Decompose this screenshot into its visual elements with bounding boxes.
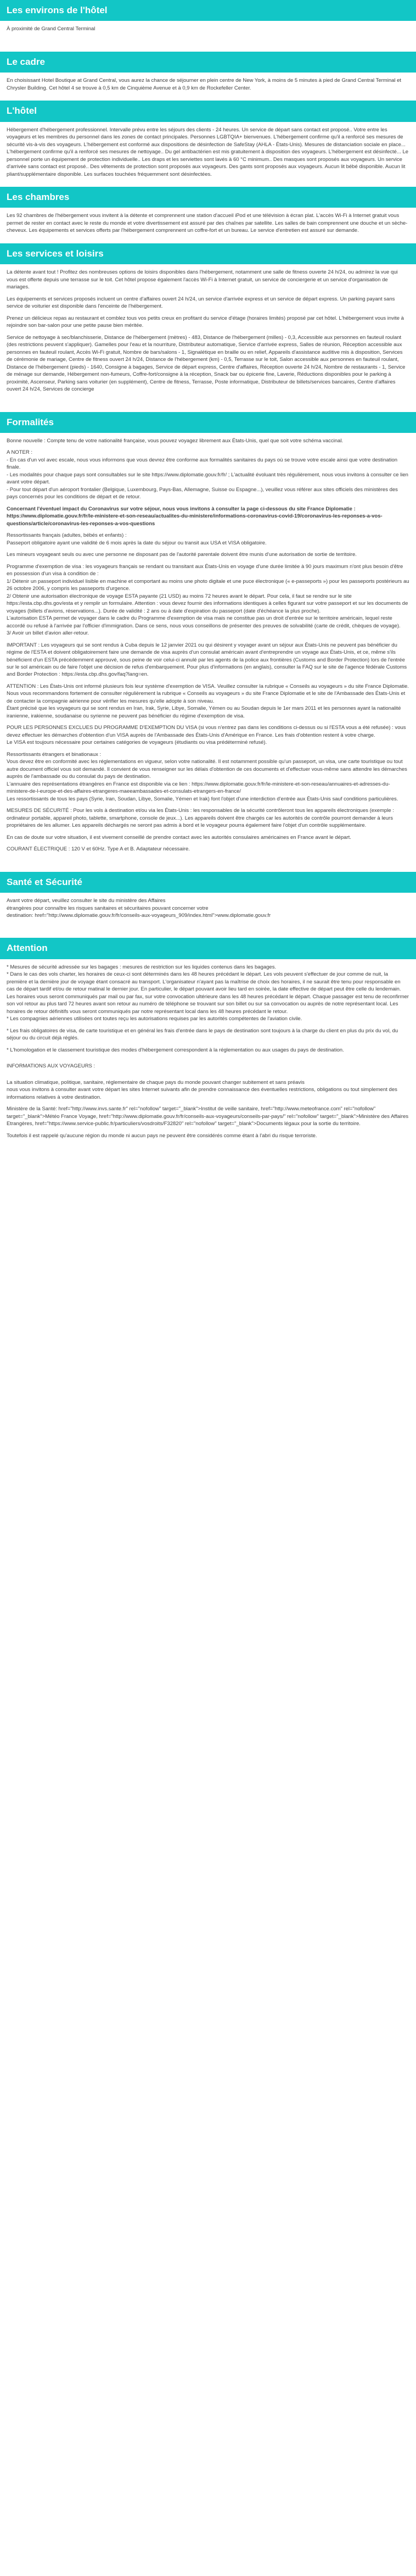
paragraph: En choisissant Hotel Boutique at Grand Central, vous aurez la chance de séjourner en plein centre de New York, à moins de 5 minutes à pied de Grand Central Terminal et Chrysler Building. Cet hôtel 4 se trouve à 0,5 km de Cinquième Avenue et à 0,9 km de Rockefeller Center. <box>7 77 403 91</box>
paragraph: Prenez un délicieux repas au restaurant et comblez tous vos petits creux en profitant du service d'étage (horaires limités) proposé par cet hôtel. L'hébergement vous invite à rejoindre son bar-salon pour une petite pause bien méritée. <box>7 315 406 329</box>
section-title: Formalités <box>0 412 416 433</box>
paragraph: Service de nettoyage à sec/blanchisserie, Distance de l'hébergement (mètres) - 483, Distance de l'hébergement (milles) - 0,3, Accessible aux personnes en fauteuil roulant (des restrictions peuvent s'appliquer). Gamelles pour l'eau et la nourriture, Distributeur automatique, Service d'arrivée express, Salles de réunion, Réception accessible aux personnes en fauteuil roulant, Accès Wi-Fi gratuit, Nombre de bars/salons - 1, Signalétique en braille ou en relief, Appareils d'assistance auditive mis à disposition, Services de cérémonie de mariage, Centre de fitness ouvert 24 h/24, Distance de l'hébergement (km) - 0,5, Terrasse sur le toit, Salon accessible aux personnes en fauteuil roulant, Distance de l'hébergement (pieds) - 1640, Consigne à bagages, Service de départ express, Centre d'affaires, Réception ouverte 24 h/24, Nombre de restaurants - 1, Service de ménage sur demande, Hébergement non-fumeurs, Coffre-fort/consigne à la réception, Snack bar ou épicerie fine, Laverie, Réductions disponibles pour le parking à proximité, Ascenseur, Parking sans voiturier (en supplément), Centre de fitness, Terrasse, Poste informatique, Distributeur de billets/services bancaires, Centre d'affaires ouvert 24 h/24, Services de concierge <box>7 334 407 393</box>
paragraph: IMPORTANT : Les voyageurs qui se sont rendus à Cuba depuis le 12 janvier 2021 ou qui désirent y voyager avant un séjour aux États-Unis ne peuvent pas bénéficier du régime de l'ESTA et doivent obligatoirement faire une demande de visa auprès d'un consulat américain avant d'entreprendre un voyage aux États-Unis, et ce, même s'ils bénéficient d'un ESTA précédemment approuvé, sous peine de voir celui-ci annulé par les agents de la police aux frontières (Customs and Border Protection) lors de l'entrée sur le sol américain ou de faire l'objet une décision de refus d'embarquement. Pour plus d'informations (en anglais), consulter la FAQ sur le site de l'agence fédérale Customs and Border Protection : https://esta.cbp.dhs.gov/faq?lang=en. <box>7 642 408 678</box>
paragraph: À proximité de Grand Central Terminal <box>7 26 95 32</box>
paragraph-coronavirus: Concernant l'éventuel impact du Coronavirus sur votre séjour, nous vous invitons à consulter la page ci-dessous du site France Diplomatie : https://www.diplomatie.gouv.fr/fr/le-ministere-et-son-reseau/actualites-du-ministere/informations-coronavirus-covid-19/coronavirus-les-reponses-a-vos-questions/article/coronavirus-les-reponses-a-vos-questions <box>7 505 383 527</box>
paragraph: Bonne nouvelle : Compte tenu de votre nationalité française, vous pouvez voyagez librement aux États-Unis, quel que soit votre schéma vaccinal. <box>7 437 344 444</box>
paragraph: Les mineurs voyageant seuls ou avec une personne ne disposant pas de l'autorité parentale doivent être munis d'une autorisation de sortie de territoire. <box>7 552 357 558</box>
paragraph: Les équipements et services proposés incluent un centre d'affaires ouvert 24 h/24, un service d'arrivée express et un service de départ express. Un parking payant sans service de voiturier est disponible dans l'enceinte de l'hébergement. <box>7 296 397 310</box>
paragraph: COURANT ÉLECTRIQUE : 120 V et 60Hz. Type A et B. Adaptateur nécessaire. <box>7 846 190 853</box>
section-formalites <box>0 412 416 853</box>
section-attention <box>0 938 416 1139</box>
paragraph-ressortissants-francais: Ressortissants français (adultes, bébés et enfants) : Passeport obligatoire ayant une validité de 6 mois après la date du séjour ou transit aux USA et VISA obligatoire. <box>7 532 267 546</box>
section-hotel <box>0 101 416 178</box>
section-services-loisirs <box>0 243 416 393</box>
section-environs <box>0 0 416 33</box>
paragraph: La situation climatique, politique, sanitaire, réglementaire de chaque pays du monde pouvant changer subitement et sans préavis nous vous invitons à consulter avant votre départ les sites Internet suivants afin de prendre connaissance des éventuelles restrictions, obligations ou tout simplement des informations relatives à votre destination. <box>7 1079 397 1100</box>
page <box>0 0 416 1159</box>
paragraph: MESURES DE SÉCURITÉ : Pour les vols à destination et/ou via les États-Unis : les responsables de la sécurité contrôleront tous les appareils électroniques (exemple : ordinateur portable, appareil photo, tablette, smartphone, console de jeux...). Les appareils doivent être chargés car les autorités de contrôle pourront demander à leurs propriétaires de les allumer. Les appareils déchargés ne seront pas admis à bord et le voyageur pourra également faire l'objet d'un contrôle supplémentaire. <box>7 808 396 829</box>
section-title: L'hôtel <box>0 101 416 121</box>
paragraph: POUR LES PERSONNES EXCLUES DU PROGRAMME D'EXEMPTION DU VISA (si vous n'entrez pas dans les conditions ci-dessus ou si l'ESTA vous a été refusée) : vous devez effectuer les démarches d'obtention d'un VISA auprès de l'Ambassade des États-Unis d'Amérique en France. Les frais d'obtention restent à votre charge. Le VISA est toujours nécessaire pour certaines catégories de voyageurs (étudiants ou visa prédéterminé refusé). <box>7 725 406 746</box>
section-cadre <box>0 52 416 92</box>
paragraph: * Les frais obligatoires de visa, de carte touristique et en général les frais d'entrée dans le pays de destination sont toujours à la charge du client en plus du prix du vol, du séjour ou du circuit déjà réglés. <box>7 1027 400 1042</box>
paragraph: Les 92 chambres de l'hébergement vous invitent à la détente et comprennent une station d'accueil iPod et une télévision à écran plat. L'accès Wi-Fi à Internet gratuit vous permet de rester en contact avec le reste du monde et votre divertissement est assuré par des chaînes par satellite. Les salles de bain comprennent une douche et un sèche-cheveux. Les équipements et services offerts par l'hébergement comprennent un coffre-fort et un bureau. Le service d'entretien est assuré sur demande. <box>7 213 408 234</box>
paragraph: ATTENTION : Les États-Unis ont informé plusieurs fois leur système d'exemption de VISA. Veuillez consulter la rubrique « Conseils au voyageurs » du site France Diplomatie. Nous vous recommandons fortement de consulter régulièrement la rubrique « Conseils au voyageurs » du site France Diplomatie et le site de l'Ambassade des États-Unis et de contacter la compagnie aérienne pour vérifier les mesures qu'elle adopte à son niveau. Étant précisé que les voyageurs qui se sont rendus en Iran, Irak, Syrie, Libye, Somalie, Yémen ou au Soudan depuis le 1er mars 2011 et les personnes ayant la nationalité iranienne, irakienne, soudanaise ou syrienne ne peuvent pas bénéficier du régime d'exemption de visa. <box>7 683 409 719</box>
paragraph-ressortissants-etrangers: Ressortissants étrangers et binationaux : Vous devez être en conformité avec les réglementations en vigueur, selon votre nationalité. Il est notamment possible qu'un passeport, un visa, une carte touristique ou tout autre document officiel vous soit demandé. Il convient de vous renseigner sur les délais d'obtention de ces documents et d'effectuer vous-même sans attendre les démarches auprès de l'ambassade ou du consulat du pays de destination. L'annuaire des représentations étrangères en France est disponible via ce lien : https://www.diplomatie.gouv.fr/fr/le-ministere-et-son-reseau/annuaires-et-adresses-du-ministere-de-l-europe-et-des-affaires-etrangeres-maeeambassades-et-consulats-etrangers-en-france/ Les ressortissants de tous les pays (Syrie, Iran, Soudan, Libye, Somalie, Yémen et Irak) font l'objet d'une interdiction d'entrée aux États-Unis sauf conditions particulières. <box>7 751 407 802</box>
paragraph: Hébergement d'hébergement professionnel. Intervalle prévu entre les séjours des clients - 24 heures. Un service de départ sans contact est proposé.. Votre entre les voyageurs et les membres du personnel dans les zones de contact principales. Personnes LGBTQIA+ bienvenues. L'hébergement confirme qu'il a renforcé ses mesures de sécurité vis-à-vis des voyageurs. L'hébergement est conformé aux dispositions de désinfection de SafeStay (AHLA - États-Unis). Mesures de distanciation sociale en place... L'hébergement confirme qu'il a renforcé ses mesures de nettoyage.. Du gel antibactérien est mis gratuitement à disposition des voyageurs. L'hébergement est désinfecté... Le personnel porte un équipement de protection individuelle.. Les draps et les serviettes sont lavés à 60 °C minimum.. Des masques sont proposés aux voyageurs. Un service d'arrivée sans contact est proposé.. Des vêtements de protection sont proposés aux voyageurs. Des gants sont proposés aux voyageurs. Aucun lit bébé disponible. Aucun lit pliant/supplémentaire disponible. Les surfaces touchées fréquemment sont désinfectées. <box>7 126 410 177</box>
section-title: Les environs de l'hôtel <box>0 0 416 21</box>
section-sante-securite <box>0 872 416 920</box>
section-title: Attention <box>0 938 416 959</box>
paragraph: Avant votre départ, veuillez consulter le site du ministère des Affaires étrangères pour connaître les risques sanitaires et sécuritaires pouvant concerner votre destination: href="http://www.diplomatie.gouv.fr/fr/conseils-aux-voyageurs_909/index.html">www.diplomatie.gouv.fr <box>7 898 271 919</box>
section-title: Le cadre <box>0 52 416 73</box>
section-title: Les chambres <box>0 187 416 208</box>
paragraph: Toutefois il est rappelé qu'aucune région du monde ni aucun pays ne peuvent être considérés comme étant à l'abri du risque terroriste. <box>7 1132 317 1139</box>
paragraph: * L'homologation et le classement touristique des modes d'hébergement correspondent à la réglementation ou aux usages du pays de destination. <box>7 1047 344 1053</box>
section-title: Les services et loisirs <box>0 243 416 264</box>
section-title: Santé et Sécurité <box>0 872 416 893</box>
section-chambres <box>0 187 416 235</box>
paragraph: La détente avant tout ! Profitez des nombreuses options de loisirs disponibles dans l'hébergement, notamment une salle de fitness ouverte 24 h/24, ou admirez la vue qui vous est offerte depuis une terrasse sur le toit. Cet hôtel propose également l'accès Wi-Fi à Internet gratuit, un service de conciergerie et un service d'organisation de mariages. <box>7 269 400 291</box>
paragraph: * Mesures de sécurité adressée sur les bagages : mesures de restriction sur les liquides contenus dans les bagages. * Dans le cas des vols charter, les horaires de ceux-ci sont déterminés dans les 48 heures précédant le départ. Les vols peuvent s'effectuer de jour comme de nuit, la première et la dernière jour de voyage étant consacré au transport. L'organisateur n'ayant pas la maîtrise de choix des horaires, il ne saurait être tenu pour responsable en cas de départ tardif et/ou de retour matinal le dernier jour. En particulier, le départ pouvant avoir lieu tard en soirée, la date effective de départ peut être celle du lendemain. Les horaires vous seront communiqués par mail ou par fax, sur votre convocation ultérieure dans les 48 heures précédant le départ. Chaque passager est tenu de reconfirmer son vol retour au plus tard 72 heures avant son retour au numéro de téléphone se trouvant sur son billet ou sur sa convocation ou auprès de notre représentant local. Les horaires de retour définitifs vous seront communiqués par notre représentant local dans les 48 heures précédant le retour. * Les compagnies aériennes utilisées ont toutes reçu les autorisations requises par les autorités compétentes de l'aviation civile. <box>7 964 409 1022</box>
paragraph: A NOTER : - En cas d'un vol avec escale, nous vous informons que vous devrez être conforme aux formalités sanitaires du pays où se trouve votre escale ainsi que votre destination finale. - Les modalités pour chaque pays sont consultables sur le site https://www.diplomatie.gouv.fr/fr/ ; L'actualité évoluant très régulièrement, nous vous invitons à consulter ce lien avant votre départ. - Pour tout départ d'un aéroport frontalier (Belgique, Luxembourg, Pays-Bas, Allemagne, Suisse ou Espagne...), veuillez vous référer aux sites officiels des ministères des pays concernés pour les conditions de départ et de retour. <box>7 449 408 500</box>
paragraph: En cas de doute sur votre situation, il est vivement conseillé de prendre contact avec les autorités consulaires américaines en France avant le départ. <box>7 834 351 841</box>
paragraph: Programme d'exemption de visa : les voyageurs français se rendant ou transitant aux États-Unis en voyage d'une durée limitée à 90 jours maximum n'ont plus besoin d'être en possession d'un visa à condition de : 1/ Détenir un passeport individuel lisible en machine et comportant au moins une photo digitale et une puce électronique (« e-passeports ») pour les passeports postérieurs au 26 octobre 2006, y compris les passeports d'urgence. 2/ Obtenir une autorisation électronique de voyage ESTA payante (21 USD) au moins 72 heures avant le départ. Pour cela, il faut se rendre sur le site https://esta.cbp.dhs.gov/esta et y remplir un formulaire. Attention : vous devez fournir des informations identiques à celles figurant sur votre passeport et sur les documents de voyages (billets d'avions, réservations...). Durée de validité : 2 ans ou à date d'expiration du passeport (date d'échéance la plus proche). L'autorisation ESTA permet de voyager dans le cadre du Programme d'exemption de visa mais ne constitue pas un droit d'entrée sur le territoire américain, lequel reste accordé ou refusé à l'arrivée par l'officier d'immigration. Dans ce sens, nous vous conseillons de présenter des preuves de solvabilité (carte de crédit, chèques de voyage). 3/ Avoir un billet d'avion aller-retour. <box>7 563 409 637</box>
paragraph-informations-voyageurs: INFORMATIONS AUX VOYAGEURS : <box>7 1063 95 1070</box>
paragraph-links: Ministère de la Santé: href="http://www.invs.sante.fr" rel="nofollow" target="_blank">Institut de veille sanitaire, href="http://www.meteofrance.com" rel="nofollow" target="_blank">Météo France Voyage, href="http://www.diplomatie.gouv.fr/fr/conseils-aux-voyageurs/conseils-par-pays/" rel="nofollow" target="_blank">Ministère des Affaires Etrangères, href="https://www.service-public.fr/particuliers/vosdroits/F32820" rel="nofollow" target="_blank">Documents légaux pour la sortie du territoire. <box>7 1106 410 1127</box>
